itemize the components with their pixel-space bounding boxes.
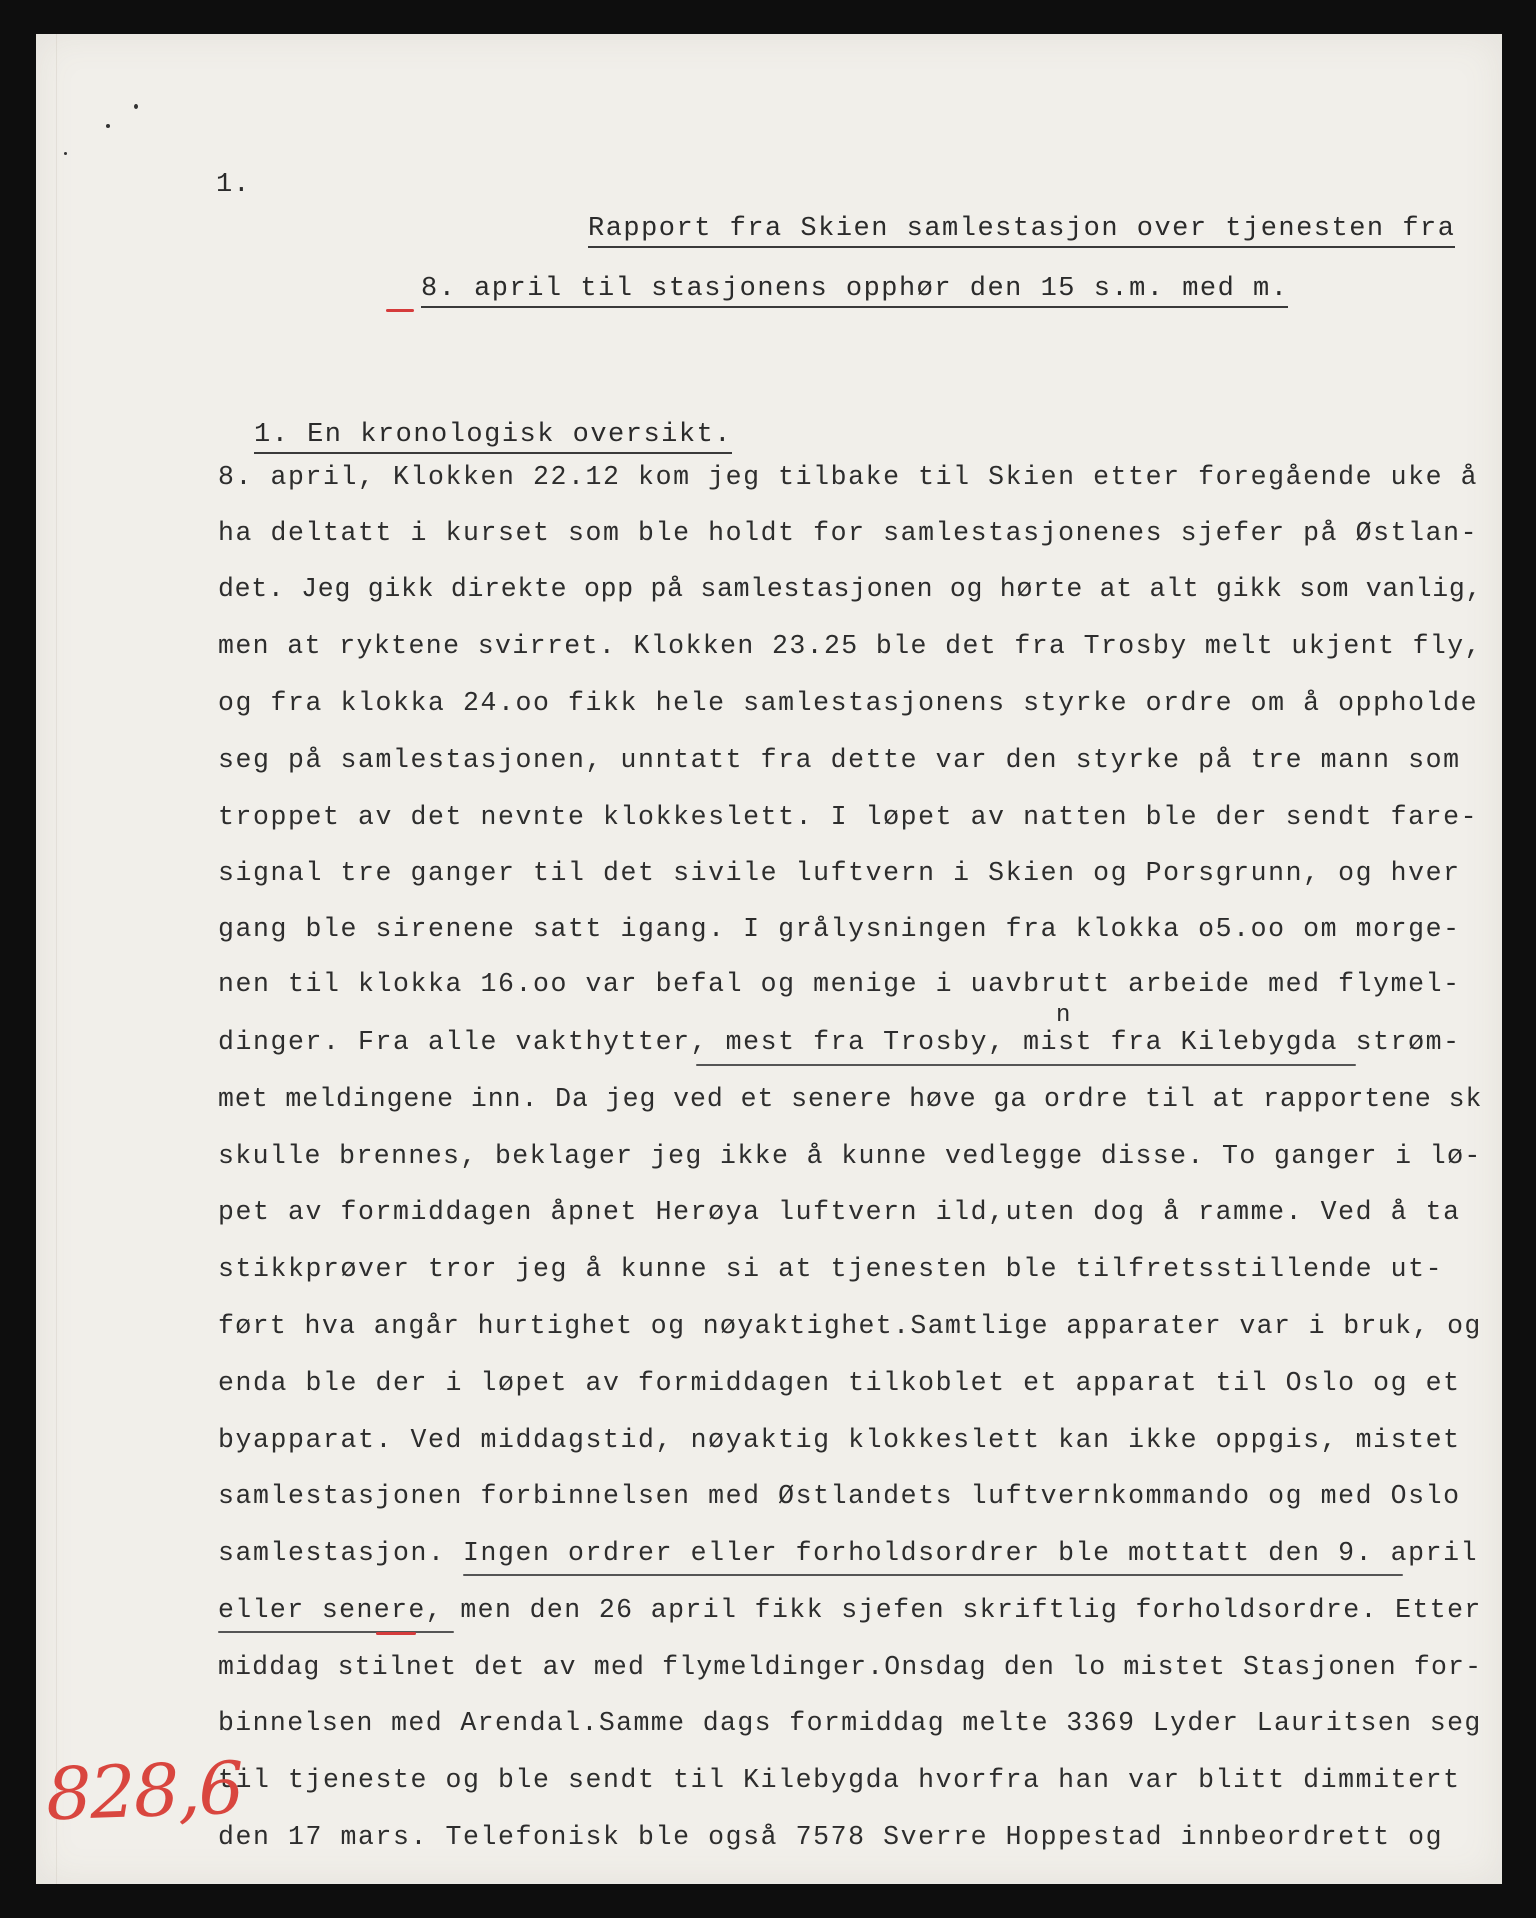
text-line: seg på samlestasjonen, unntatt fra dette var den styrke på tre mann som — [218, 745, 1461, 775]
title-line-2: 8. april til stasjonens opphør den 15 s.m. med m. — [421, 274, 1288, 308]
text-line: nen til klokka 16.oo var befal og menige i uavbrutt arbeide med flymel- — [218, 969, 1461, 999]
handwritten-catalog-number: 828,6 — [44, 1745, 244, 1837]
document-page — [36, 34, 1502, 1884]
text-line: byapparat. Ved middagstid, nøyaktig klokkeslett kan ikke oppgis, mistet — [218, 1425, 1461, 1455]
pencil-underline — [463, 1574, 1403, 1576]
text-line: og fra klokka 24.oo fikk hele samlestasjonens styrke ordre om å oppholde — [218, 688, 1479, 718]
text-line: 8. april, Klokken 22.12 kom jeg tilbake til Skien etter foregående uke å — [218, 462, 1479, 492]
page-number: 1. — [216, 170, 251, 200]
text-line: dinger. Fra alle vakthytter, mest fra Trosby, mist fra Kilebygda strøm- — [218, 1027, 1461, 1057]
text-line: ha deltatt i kurset som ble holdt for samlestasjonenes sjefer på Østlan- — [218, 518, 1479, 548]
text-line: til tjeneste og ble sendt til Kilebygda hvorfra han var blitt dimmitert — [218, 1765, 1461, 1795]
title-line-1: Rapport fra Skien samlestasjon over tjenesten fra — [588, 214, 1455, 248]
pencil-underline — [696, 1064, 1356, 1066]
text-line: stikkprøver tror jeg å kunne si at tjenesten ble tilfretsstillende ut- — [218, 1254, 1444, 1284]
text-line: samlestasjonen forbinnelsen med Østlandets luftvernkommando og med Oslo — [218, 1481, 1461, 1511]
red-underline-mark — [376, 1632, 416, 1635]
text-line: enda ble der i løpet av formiddagen tilkoblet et apparat til Oslo og et — [218, 1368, 1461, 1398]
section-heading: 1. En kronologisk oversikt. — [254, 420, 732, 454]
text-line: den 17 mars. Telefonisk ble også 7578 Sverre Hoppestad innbeordrett og — [218, 1822, 1444, 1852]
text-line: ført hva angår hurtighet og nøyaktighet.Samtlige apparater var i bruk, og — [218, 1311, 1482, 1341]
text-line: samlestasjon. Ingen ordrer eller forholdsordrer ble mottatt den 9. april — [218, 1538, 1479, 1568]
body-text — [36, 34, 1502, 1884]
text-line: men at ryktene svirret. Klokken 23.25 ble det fra Trosby melt ukjent fly, — [218, 631, 1482, 661]
text-line: met meldingene inn. Da jeg ved et senere høve ga ordre til at rapportene sk — [218, 1084, 1483, 1114]
text-line: binnelsen med Arendal.Samme dags formiddag melte 3369 Lyder Lauritsen seg — [218, 1708, 1482, 1738]
text-line: pet av formiddagen åpnet Herøya luftvern ild,uten dog å ramme. Ved å ta — [218, 1197, 1461, 1227]
pencil-underline — [218, 1631, 454, 1633]
handwritten-correction: n — [1056, 1002, 1071, 1029]
text-line: signal tre ganger til det sivile luftvern i Skien og Porsgrunn, og hver — [218, 858, 1461, 888]
text-line: gang ble sirenene satt igang. I grålysningen fra klokka o5.oo om morge- — [218, 914, 1461, 944]
text-line: middag stilnet det av med flymeldinger.Onsdag den lo mistet Stasjonen for- — [218, 1652, 1483, 1682]
text-line: troppet av det nevnte klokkeslett. I løpet av natten ble der sendt fare- — [218, 802, 1479, 832]
text-line: eller senere, men den 26 april fikk sjefen skriftlig forholdsordre. Etter — [218, 1595, 1482, 1625]
text-line: skulle brennes, beklager jeg ikke å kunne vedlegge disse. To ganger i lø- — [218, 1141, 1482, 1171]
text-line: det. Jeg gikk direkte opp på samlestasjonen og hørte at alt gikk som vanlig, — [218, 574, 1483, 604]
